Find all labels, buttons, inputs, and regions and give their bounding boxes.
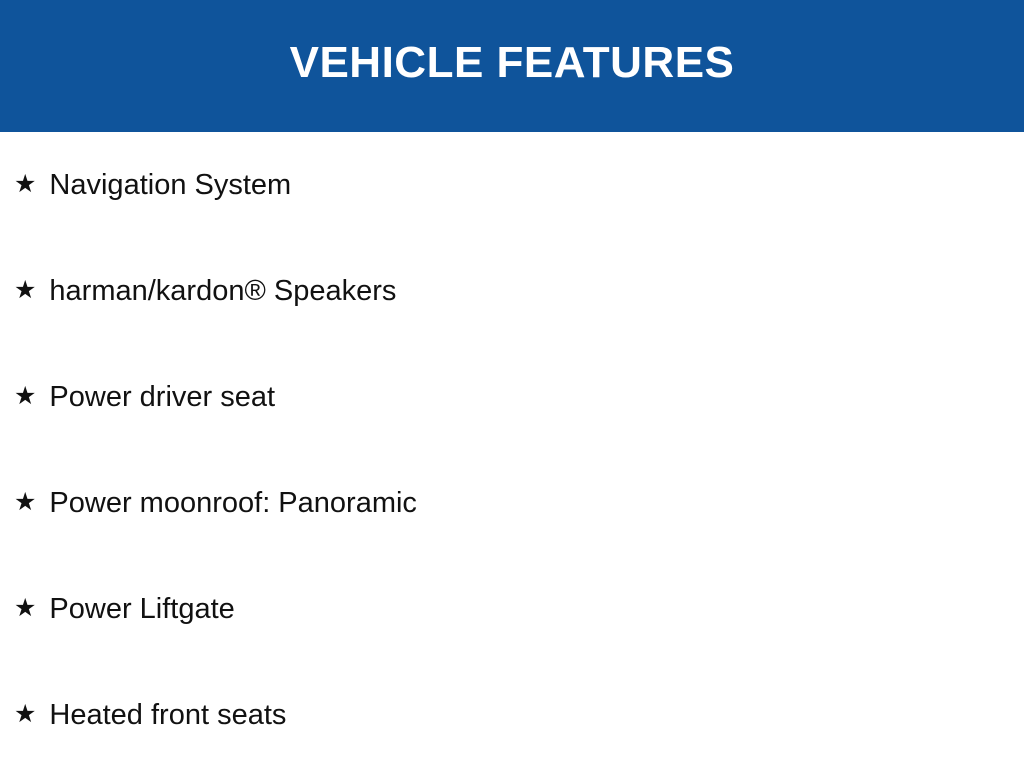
feature-label: Heated front seats [49, 698, 287, 731]
feature-item [14, 488, 1004, 518]
feature-item [14, 382, 1004, 412]
feature-label: harman/kardon® Speakers [49, 274, 397, 307]
star-bullet-icon: ★ [14, 169, 37, 198]
feature-item [14, 170, 1004, 200]
feature-item [14, 700, 1004, 730]
feature-label: Power moonroof: Panoramic [49, 486, 417, 519]
feature-label: Power Liftgate [49, 592, 235, 625]
page-title: VEHICLE FEATURES [289, 38, 735, 87]
feature-label: Navigation System [49, 168, 292, 201]
feature-label: Power driver seat [49, 380, 276, 413]
feature-item [14, 276, 1004, 306]
header-banner [0, 0, 1024, 132]
star-bullet-icon: ★ [14, 275, 37, 304]
features-list [0, 132, 1024, 730]
star-bullet-icon: ★ [14, 381, 37, 410]
star-bullet-icon: ★ [14, 487, 37, 516]
star-bullet-icon: ★ [14, 593, 37, 622]
star-bullet-icon: ★ [14, 699, 37, 728]
feature-item [14, 594, 1004, 624]
